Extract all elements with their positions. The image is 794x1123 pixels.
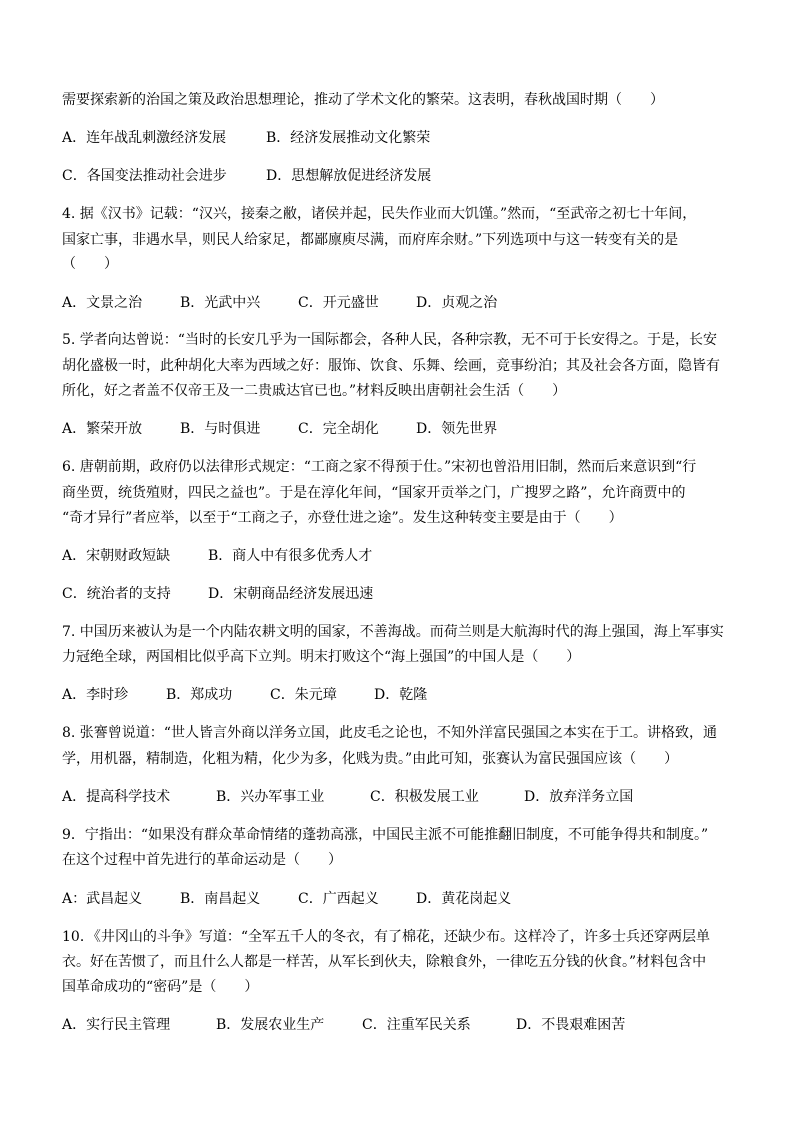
q5-stem-line3: 所化，好之者盖不仅帝王及一二贵戚达官已也。”材料反映出唐朝社会生活（ ）	[62, 383, 567, 399]
q4-option-d: D．贞观之治	[416, 295, 498, 311]
q6-options-row1	[62, 546, 372, 566]
q5-option-b: B．与时俱进	[180, 421, 261, 437]
q7-option-b: B．郑成功	[166, 687, 233, 703]
q4-stem-line1: 4. 据《汉书》记载：“汉兴，接秦之敝，诸侯并起，民失作业而大饥馑。”然而，“至武帝之初七十年间，	[62, 206, 697, 222]
q7-stem-line2: 力冠绝全球，两国相比似乎高下立判。明末打败这个“海上强国”的中国人是（ ）	[62, 649, 581, 665]
q9-option-a: A：武昌起义	[62, 891, 143, 907]
q10-stem-line1: 10．《井冈山的斗争》写道：“全军五千人的冬衣，有了棉花，还缺少布。这样冷了，许多士兵还穿两层单	[62, 929, 710, 945]
q6-option-b: B．商人中有很多优秀人才	[208, 548, 373, 564]
q4-stem-line3: （ ）	[62, 256, 118, 272]
q4-stem-line2: 国家亡事，非遇水旱，则民人给家足，都鄙廪庾尽满，而府库余财。”下列选项中与这一转变有关的是	[62, 232, 679, 248]
q7-stem-line1: 7. 中国历来被认为是一个内陆农耕文明的国家，不善海战。而荷兰则是大航海时代的海上强国，海上军事实	[62, 624, 724, 640]
q6-option-c: C．统治者的支持	[62, 586, 171, 602]
q7-options	[62, 685, 427, 705]
q3-options-row1	[62, 128, 430, 148]
q7-option-a: A．李时珍	[62, 687, 129, 703]
q10-option-d: D．不畏艰难困苦	[516, 1017, 626, 1033]
q5-option-d: D．领先世界	[416, 421, 498, 437]
q9-stem-line1: 9．宁指出：“如果没有群众革命情绪的蓬勃高涨，中国民主派不可能推翻旧制度，不可能争得共和制度。”	[62, 827, 709, 843]
q4-option-c: C．开元盛世	[298, 295, 379, 311]
q4-option-b: B．光武中兴	[180, 295, 261, 311]
q8-option-a: A．提高科学技术	[62, 789, 171, 805]
q10-option-a: A．实行民主管理	[62, 1017, 171, 1033]
q4-option-a: A．文景之治	[62, 295, 143, 311]
q10-stem-line3: 国革命成功的“密码”是（ ）	[62, 979, 259, 995]
q6-stem-line2: 商坐贾，统货殖财，四民之益也”。于是在淳化年间，“国家开贡举之门，广搜罗之路”，允许商贾中的	[62, 485, 686, 501]
q3-options-row2	[62, 166, 431, 186]
q8-option-b: B．兴办军事工业	[216, 789, 325, 805]
q10-stem-line2: 衣。好在苦惯了，而且什么人都是一样苦，从军长到伙夫，除粮食外，一律吃五分钱的伙食。”材料包含中	[62, 954, 707, 970]
q5-stem-line1: 5. 学者向达曾说：“当时的长安几乎为一国际都会，各种人民，各种宗教，无不可于长安得之。于是，长安	[62, 332, 717, 348]
q8-option-d: D．放弃洋务立国	[524, 789, 634, 805]
q9-option-c: C．广西起义	[298, 891, 379, 907]
q10-option-b: B．发展农业生产	[216, 1017, 325, 1033]
q8-option-c: C．积极发展工业	[370, 789, 479, 805]
q6-options-row2	[62, 584, 373, 604]
intro-text: 需要探索新的治国之策及政治思想理论，推动了学术文化的繁荣。这表明，春秋战国时期（ ）	[62, 92, 664, 108]
q10-options	[62, 1015, 625, 1035]
q6-option-a: A．宋朝财政短缺	[62, 548, 171, 564]
q7-option-c: C．朱元璋	[270, 687, 337, 703]
q10-option-c: C．注重军民关系	[362, 1017, 471, 1033]
q9-option-d: D．黄花岗起义	[416, 891, 512, 907]
q5-options	[62, 419, 497, 439]
q3-option-a: A．连年战乱刺激经济发展	[62, 130, 227, 146]
q9-options	[62, 889, 511, 909]
q6-stem-line3: “奇才异行”者应举，以至于“工商之子，亦登仕进之途”。发生这种转变主要是由于（ ）	[62, 510, 623, 526]
q8-options	[62, 787, 633, 807]
q4-options	[62, 293, 497, 313]
q8-stem-line1: 8. 张謇曾说道：“世人皆言外商以洋务立国，此皮毛之论也，不知外洋富民强国之本实在于工。讲格致，通	[62, 725, 717, 741]
q6-option-d: D．宋朝商品经济发展迅速	[208, 586, 374, 602]
q5-option-a: A．繁荣开放	[62, 421, 143, 437]
q5-option-c: C．完全胡化	[298, 421, 379, 437]
q3-option-c: C．各国变法推动社会进步	[62, 168, 227, 184]
q9-option-b: B．南昌起义	[180, 891, 261, 907]
q3-option-d: D．思想解放促进经济发展	[266, 168, 432, 184]
q6-stem-line1: 6. 唐朝前期，政府仍以法律形式规定：“工商之家不得预于仕。”宋初也曾沿用旧制，然而后来意识到“行	[62, 459, 697, 475]
q8-stem-line2: 学，用机器，精制造，化粗为精，化少为多，化贱为贵。”由此可知，张赛认为富民强国应该（ ）	[62, 751, 679, 767]
q3-option-b: B．经济发展推动文化繁荣	[266, 130, 431, 146]
q7-option-d: D．乾隆	[374, 687, 428, 703]
q9-stem-line2: 在这个过程中首先进行的革命运动是（ ）	[62, 852, 342, 868]
q5-stem-line2: 胡化盛极一时，此种胡化大率为西域之好：服饰、饮食、乐舞、绘画，竞事纷泊；其及社会各方面，隐皆有	[62, 358, 720, 374]
